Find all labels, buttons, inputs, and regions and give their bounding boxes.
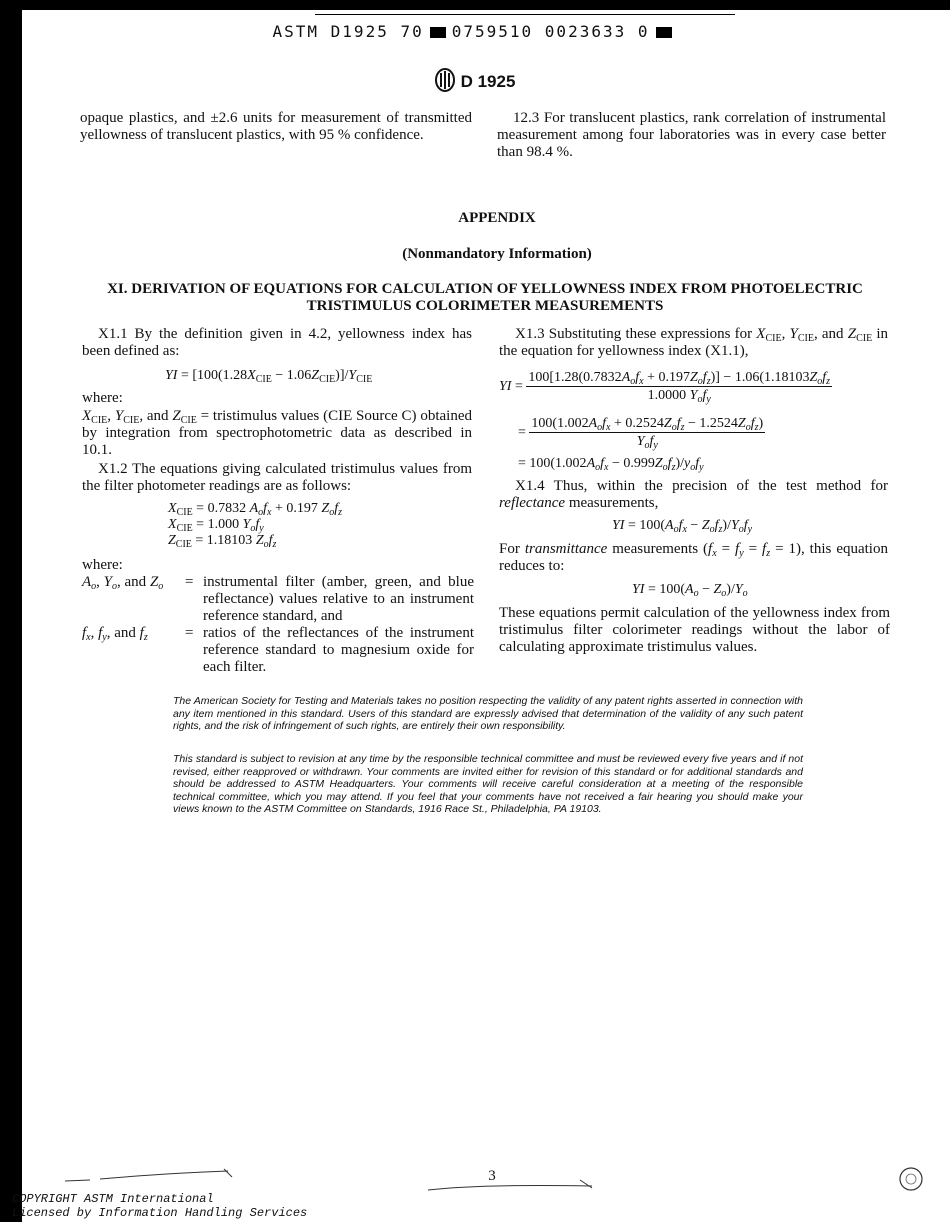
copyright-notice <box>12 1192 307 1220</box>
copyright-line1: COPYRIGHT ASTM International <box>12 1192 214 1206</box>
header-code-left: ASTM D1925 70 <box>272 22 424 41</box>
where-label-1: where: <box>82 390 123 406</box>
paragraph-x1-1: X1.1 By the definition given in 4.2, yellowness index has been defined as: <box>82 326 472 359</box>
appendix-subtitle: (Nonmandatory Information) <box>402 246 592 262</box>
definitions-table <box>82 574 474 676</box>
section-heading-line2: TRISTIMULUS COLORIMETER MEASUREMENTS <box>306 298 664 314</box>
definition-equals: = <box>185 625 194 641</box>
section-heading <box>80 281 890 315</box>
definition-equals: = <box>185 574 194 590</box>
header-code <box>0 22 950 41</box>
equation-reflectance: YI = $100(A_of_x - Z_of_z)/Y_of_y$ <box>612 518 753 535</box>
appendix-title: APPENDIX <box>458 210 536 226</box>
left-scan-mark <box>60 1165 240 1185</box>
circle-mark-icon <box>898 1165 926 1193</box>
copyright-line2: Licensed by Information Handling Services <box>12 1206 308 1220</box>
for-word: For <box>499 541 520 557</box>
intro-left-paragraph: opaque plastics, and ±2.6 units for measurement of transmitted yellowness of translucent plastics, with 95 % confidence. <box>80 110 472 143</box>
section-heading-line1: XI. DERIVATION OF EQUATIONS FOR CALCULATION OF YELLOWNESS INDEX FROM PHOTOELECTRIC <box>107 281 863 297</box>
header-code-mid: 0759510 0023633 0 <box>451 22 650 41</box>
equation-y-cie: $X_{CIE} = 1.000$ $Y_of_y$ <box>168 517 264 534</box>
header-rule <box>315 14 735 15</box>
equation-simplified: = $\frac{100(1.002A_of_x + 0.2524Z_of_z - 1.2524Z_of_z)}{Y_of_y}$ <box>518 416 764 451</box>
paragraph-x1-2: X1.2 The equations giving calculated tristimulus values from the filter photometer readings are as follows: <box>82 461 472 494</box>
tristimulus-equations <box>168 501 342 549</box>
reduces-text: equation reduces to: <box>499 541 888 574</box>
definition-row-ratios <box>82 625 474 676</box>
page-number: 3 <box>488 1168 496 1184</box>
equation-x-cie: $X_{CIE} = 0.7832$ $A_of_x + 0.197$ $Z_of_z$ <box>168 501 342 518</box>
equation-z-cie: $Z_{CIE} = 1.18103$ $Z_of_z$ <box>168 533 277 550</box>
block-mark <box>656 27 672 38</box>
definition-term: $f_x$, $f_y$, and $f_z$ <box>82 625 148 643</box>
page-number-scan-mark <box>420 1176 600 1196</box>
transmittance-term: transmittance <box>524 541 608 557</box>
definition-desc: instrumental filter (amber, green, and blue reflectance) values relative to an instrument reference standard, and <box>203 574 474 624</box>
definition-term: $A_o$, $Y_o$, and $Z_o$ <box>82 574 164 592</box>
definition-tristimulus: $X_{CIE}$, $Y_{CIE}$, and $Z_{CIE}$ = tristimulus values (CIE Source C) obtained by integration from spectrophotometric data as described in 10.1. <box>82 408 472 458</box>
paragraph-x1-3: X1.3 Substituting these expressions for $X_{CIE}$, $Y_{CIE}$, and $Z_{CIE}$ in the equation for yellowness index (X1.1), <box>499 326 889 359</box>
footnote-revision: This standard is subject to revision at any time by the responsible technical committee and must be reviewed every five years and if not revised, either reapproved or withdrawn. Your comments are invited either for revision of this standard or for additional standards and should be addressed to ASTM Headquarters. Your comments will receive careful consideration at a meeting of the responsible technical committee, which you may attend. If you feel that your comments have not received a fair hearing you should make your views known to the ASTM Committee on Standards, 1916 Race St., Philadelphia, PA 19103. <box>173 753 803 815</box>
definition-row-filter-values <box>82 574 474 625</box>
reflectance-term: reflectance <box>499 495 566 511</box>
equation-yi-definition: YI = $[100(1.28X_{CIE} - 1.06Z_{CIE})]/Y_{CIE}$ <box>165 368 373 385</box>
equation-reduced: = $100(1.002A_of_x - 0.999Z_of_z)/y_of_y$ <box>518 456 704 473</box>
intro-right-paragraph: 12.3 For translucent plastics, rank correlation of instrumental measurement among four laboratories was in every case better than 98.4 %. <box>497 110 886 160</box>
equation-substituted: YI = $\frac{100[1.28(0.7832A_of_x + 0.197Z_of_z)] - 1.06(1.18103Z_of_z}{1.0000 Y_of_y}$ <box>499 370 831 405</box>
paragraph-x1-4 <box>499 478 888 512</box>
top-scan-bar <box>0 0 950 10</box>
paragraph-transmittance: For transmittance measurements $(f_x = f_y = f_z = 1)$, this equation reduces to: <box>499 541 888 574</box>
equation-transmittance: YI = $100(A_o - Z_o)/Y_o$ <box>632 582 748 599</box>
x1-4-lead: X1.4 Thus, within the precision of the test method for <box>515 478 888 494</box>
where-label-2: where: <box>82 557 123 573</box>
left-scan-bar <box>0 0 22 1222</box>
paragraph-closing: These equations permit calculation of the yellowness index from tristimulus filter colorimeter readings without the labor of calculating approximate tristimulus values. <box>499 605 890 655</box>
astm-logo-icon <box>435 68 455 97</box>
block-mark <box>430 27 446 38</box>
designation-header <box>0 68 950 97</box>
measurements-word: measurements, <box>568 495 659 511</box>
designation-number: D 1925 <box>460 71 516 91</box>
footnote-patent: The American Society for Testing and Materials takes no position respecting the validity of any patent rights asserted in connection with any item mentioned in this standard. Users of this standard are expressly advised that determination of the validity of any such patent rights, and the risk of infringement of such rights, are entirely their own responsibility. <box>173 695 803 732</box>
definition-desc: ratios of the reflectances of the instrument reference standard to magnesium oxide for each filter. <box>203 625 474 675</box>
